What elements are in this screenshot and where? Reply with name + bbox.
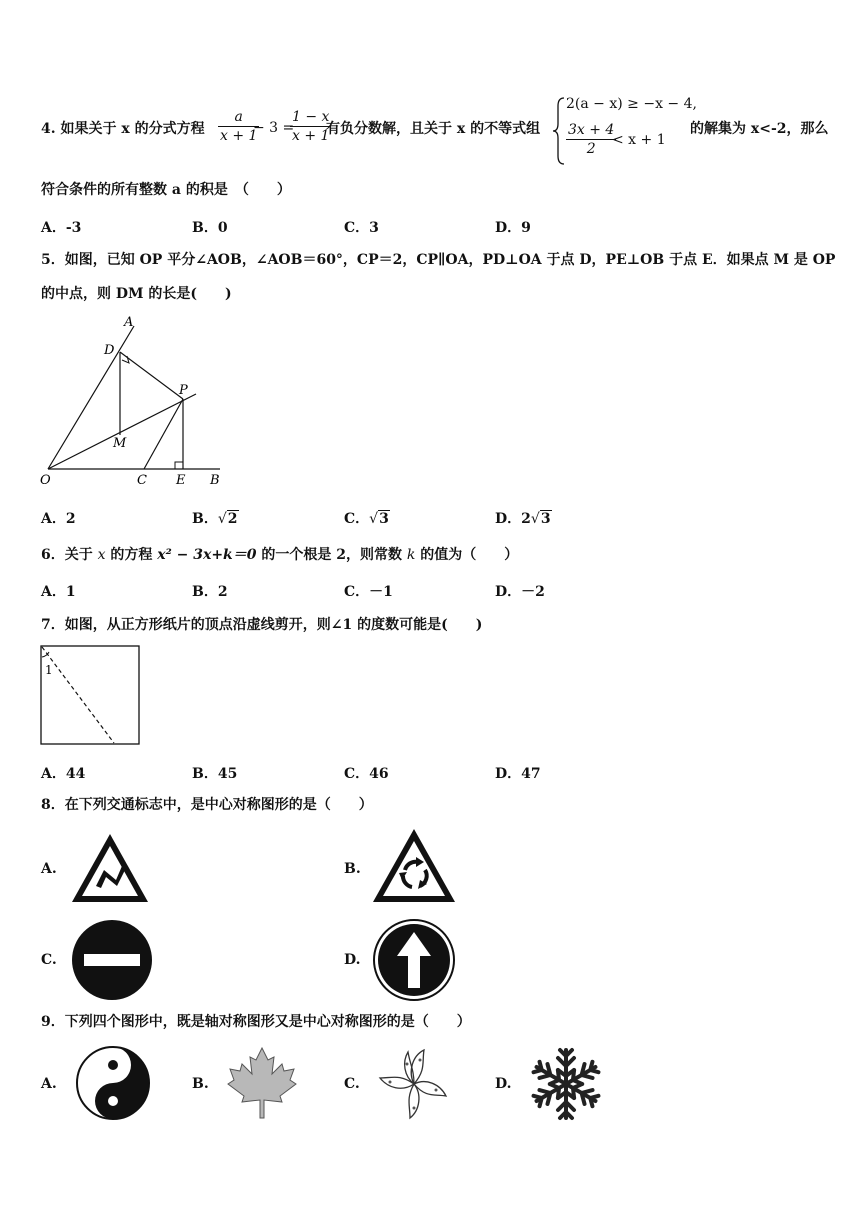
q7-text: 7．如图，从正方形纸片的顶点沿虚线剪开，则∠1 的度数可能是( ): [41, 617, 483, 633]
q5-option-b-sqrt: √2: [217, 511, 238, 527]
q4-fraction-2-den: x + 1: [292, 128, 330, 144]
q8-option-b[interactable]: B.: [344, 861, 361, 877]
q9-text: 9．下列四个图形中，既是轴对称图形又是中心对称图形的是（ ）: [41, 1014, 471, 1030]
q5-option-b[interactable]: [192, 508, 239, 528]
q8-zigzag-warning-sign-icon[interactable]: [68, 830, 152, 906]
q6-var-x: x: [97, 547, 106, 563]
q4-option-c[interactable]: C．3: [344, 220, 379, 236]
q4-brace: [552, 96, 566, 166]
q4-text-pre: 如果关于 x 的分式方程: [60, 121, 205, 137]
q5-figure: [36, 312, 232, 492]
q6-text-tail: 的值为（ ）: [420, 547, 519, 563]
q9-option-c[interactable]: C.: [344, 1076, 360, 1092]
q5-option-d-letter: D．: [495, 511, 522, 527]
q9-option-b[interactable]: B.: [192, 1076, 209, 1092]
q7-dashed-cut: [42, 647, 114, 743]
q6-text-pre: 6．关于: [41, 547, 93, 563]
q4-system-fraction-num: 3x + 4: [568, 122, 615, 138]
q4-minus-three: − 3 =: [253, 120, 295, 136]
q5-option-c-letter: C．: [344, 511, 370, 527]
q4-system-line1: 2(a − x) ≥ −x − 4,: [566, 96, 697, 112]
q6-var-k: k: [406, 547, 416, 563]
q7-square: [41, 646, 139, 744]
q9-option-d[interactable]: D.: [495, 1076, 512, 1092]
q5-option-c[interactable]: [344, 508, 390, 528]
q4-text-mid: 有负分数解，且关于 x 的不等式组: [326, 121, 541, 137]
q5-segment-cp: [144, 399, 183, 469]
q5-right-angle-d: [122, 356, 129, 363]
q6-text-mid: 的方程: [110, 547, 153, 563]
q6-option-a[interactable]: A．1: [41, 584, 76, 600]
q7-option-d[interactable]: D．47: [495, 766, 541, 782]
q5-option-d-sqrt: √3: [530, 511, 551, 527]
q7-option-b[interactable]: B．45: [192, 766, 238, 782]
q7-square-figure: [40, 645, 142, 747]
q5-line1: 5．如图，已知 OP 平分∠AOB，∠AOB＝60°，CP＝2，CP∥OA，PD⊥OA 于点 D，PE⊥OB 于点 E．如果点 M 是 OP: [41, 252, 836, 268]
q5-option-d-radicand: 3: [540, 511, 551, 527]
q5-label-b: B: [210, 473, 220, 488]
q4-option-a[interactable]: A．-3: [41, 220, 82, 236]
q8-no-entry-sign-icon[interactable]: [70, 918, 154, 1002]
q4-fraction-2-num: 1 − x: [292, 109, 330, 125]
q8-straight-ahead-sign-icon[interactable]: [371, 918, 457, 1002]
q4-fraction-1-den: x + 1: [220, 128, 258, 144]
q4-line1: [41, 120, 205, 138]
q6-line: [41, 546, 518, 564]
q4-line2: 符合条件的所有整数 a 的积是 （ ）: [41, 182, 291, 198]
q9-yin-yang-icon[interactable]: [74, 1044, 152, 1122]
q5-right-angle-e: [175, 462, 183, 469]
q8-option-a[interactable]: A.: [41, 861, 57, 877]
q6-option-d[interactable]: D．－2: [495, 584, 545, 600]
q5-label-d: D: [104, 343, 115, 358]
q5-line2: 的中点，则 DM 的长是( ): [41, 286, 232, 302]
q5-label-o: O: [40, 473, 51, 488]
q8-option-c[interactable]: C.: [41, 952, 57, 968]
q8-text: 8．在下列交通标志中，是中心对称图形的是（ ）: [41, 797, 373, 813]
q9-maple-leaf-icon[interactable]: [224, 1044, 300, 1122]
q4-text-post: 的解集为 x<-2，那么: [690, 121, 829, 137]
q5-label-e: E: [176, 473, 186, 488]
q5-label-m: M: [113, 436, 127, 451]
q5-option-d-coefficient: 2: [521, 511, 531, 527]
q5-option-b-letter: B．: [192, 511, 218, 527]
q7-option-a[interactable]: A．44: [41, 766, 86, 782]
q4-option-d[interactable]: D．9: [495, 220, 531, 236]
q6-text-post: 的一个根是 2，则常数: [261, 547, 402, 563]
q8-roundabout-warning-sign-icon[interactable]: [370, 826, 458, 906]
q5-option-d[interactable]: [495, 508, 552, 528]
q4-system-fraction: [566, 121, 616, 158]
q5-option-a[interactable]: [41, 508, 76, 528]
q5-option-a-letter: A．: [41, 511, 66, 527]
q6-option-c[interactable]: C．－1: [344, 584, 393, 600]
q4-option-b[interactable]: B．0: [192, 220, 228, 236]
q5-option-b-radicand: 2: [227, 511, 238, 527]
q6-equation: x² − 3x+k＝0: [157, 547, 257, 563]
q4-fraction-1-num: a: [218, 108, 259, 127]
q4-number: 4.: [41, 121, 56, 137]
q7-angle-label: 1: [45, 663, 53, 677]
q5-label-c: C: [137, 473, 147, 488]
q7-option-c[interactable]: C．46: [344, 766, 389, 782]
q8-option-d[interactable]: D.: [344, 952, 361, 968]
q5-segment-pd: [120, 352, 183, 399]
q5-option-c-sqrt: √3: [369, 511, 389, 527]
q9-option-a[interactable]: A.: [41, 1076, 57, 1092]
q4-system-fraction-den: 2: [586, 141, 596, 157]
q5-label-p: P: [179, 383, 188, 398]
q9-snowflake-icon[interactable]: [526, 1044, 606, 1124]
q9-bauhinia-flower-icon[interactable]: [374, 1044, 454, 1124]
q4-system-tail: < x + 1: [612, 132, 666, 148]
q5-option-c-radicand: 3: [379, 511, 389, 527]
q5-option-a-value: 2: [65, 511, 76, 527]
q6-option-b[interactable]: B．2: [192, 584, 228, 600]
q5-label-a: A: [124, 315, 134, 330]
